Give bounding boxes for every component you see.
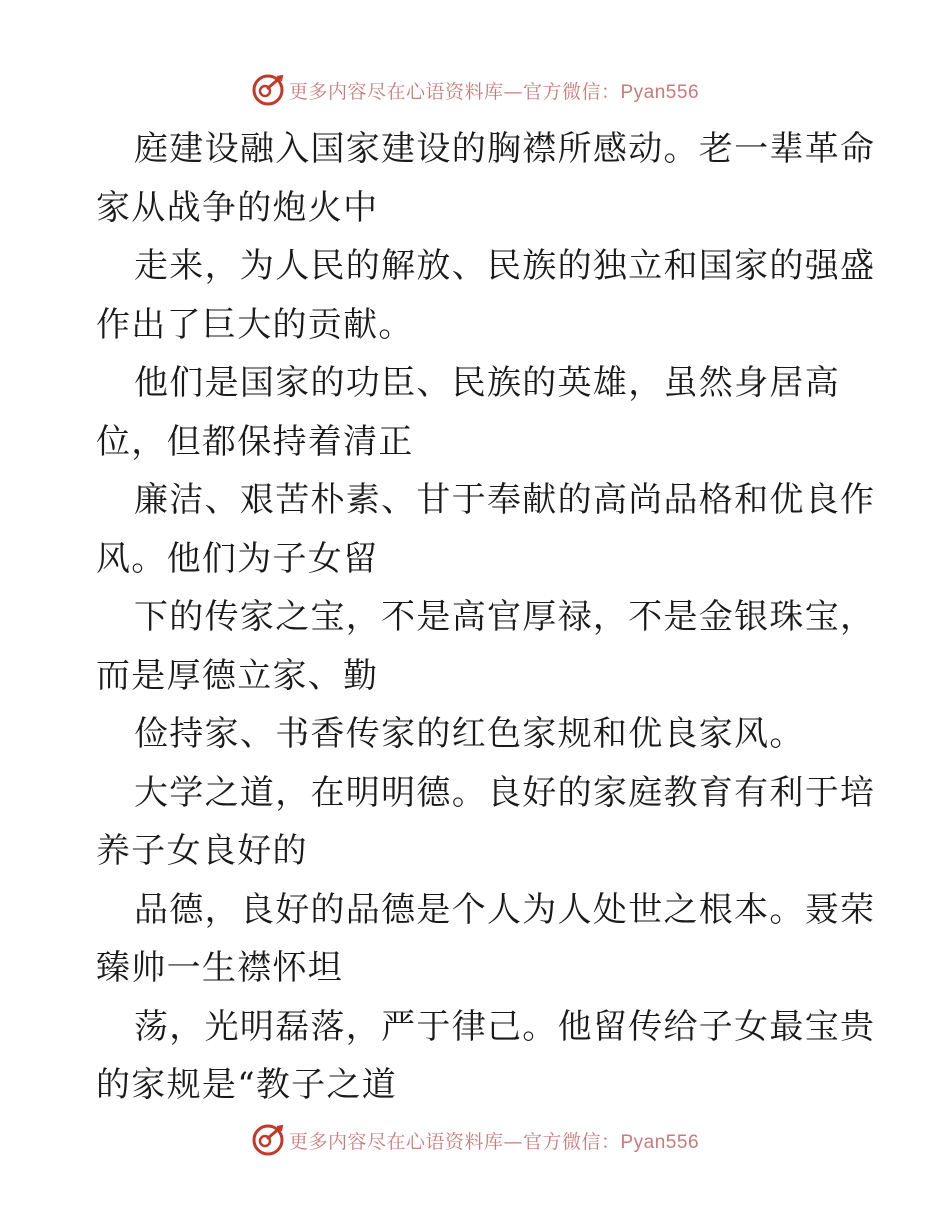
text-line: 臻帅一生襟怀坦	[96, 948, 344, 988]
document-body	[96, 120, 876, 1115]
text-line: 走来，为人民的解放、民族的独立和国家的强盛	[134, 246, 876, 286]
brand-logo-icon	[251, 1123, 285, 1157]
watermark-text: 更多内容尽在心语资料库—官方微信：Pyan556	[288, 1130, 700, 1153]
text-line: 荡，光明磊落，严于律己。他留传给子女最宝贵	[134, 1006, 876, 1047]
text-line: 而是厚德立家、勤	[96, 655, 379, 696]
wechat-id: Pyan556	[620, 81, 700, 103]
text-line: 大学之道，在明明德。良好的家庭教育有利于培	[134, 772, 876, 813]
text-line: 下的传家之宝，不是高官厚禄，不是金银珠宝，	[134, 597, 876, 637]
header-watermark-banner	[0, 70, 950, 110]
text-line: 俭持家、书香传家的红色家规和优良家风。	[134, 714, 805, 754]
text-line: 家从战争的炮火中	[96, 187, 379, 228]
text-line: 作出了巨大的贡献。	[96, 304, 414, 345]
watermark-text: 更多内容尽在心语资料库—官方微信：Pyan556	[288, 80, 700, 103]
text-line: 他们是国家的功臣、民族的英雄，虽然身居高	[134, 363, 840, 403]
brand-logo-icon	[251, 73, 285, 107]
text-line: 养子女良好的	[96, 831, 308, 871]
text-line: 庭建设融入国家建设的胸襟所感动。老一辈革命	[134, 129, 876, 169]
text-line: 廉洁、艰苦朴素、甘于奉献的高尚品格和优良作	[134, 480, 876, 520]
footer-watermark-banner	[0, 1120, 950, 1160]
text-line: 位，但都保持着清正	[96, 421, 414, 462]
text-line: 风。他们为子女留	[96, 538, 379, 579]
text-line: 的家规是“教子之道	[96, 1065, 398, 1105]
text-line: 品德，良好的品德是个人为人处世之根本。聂荣	[134, 889, 876, 930]
wechat-id: Pyan556	[620, 1131, 700, 1153]
